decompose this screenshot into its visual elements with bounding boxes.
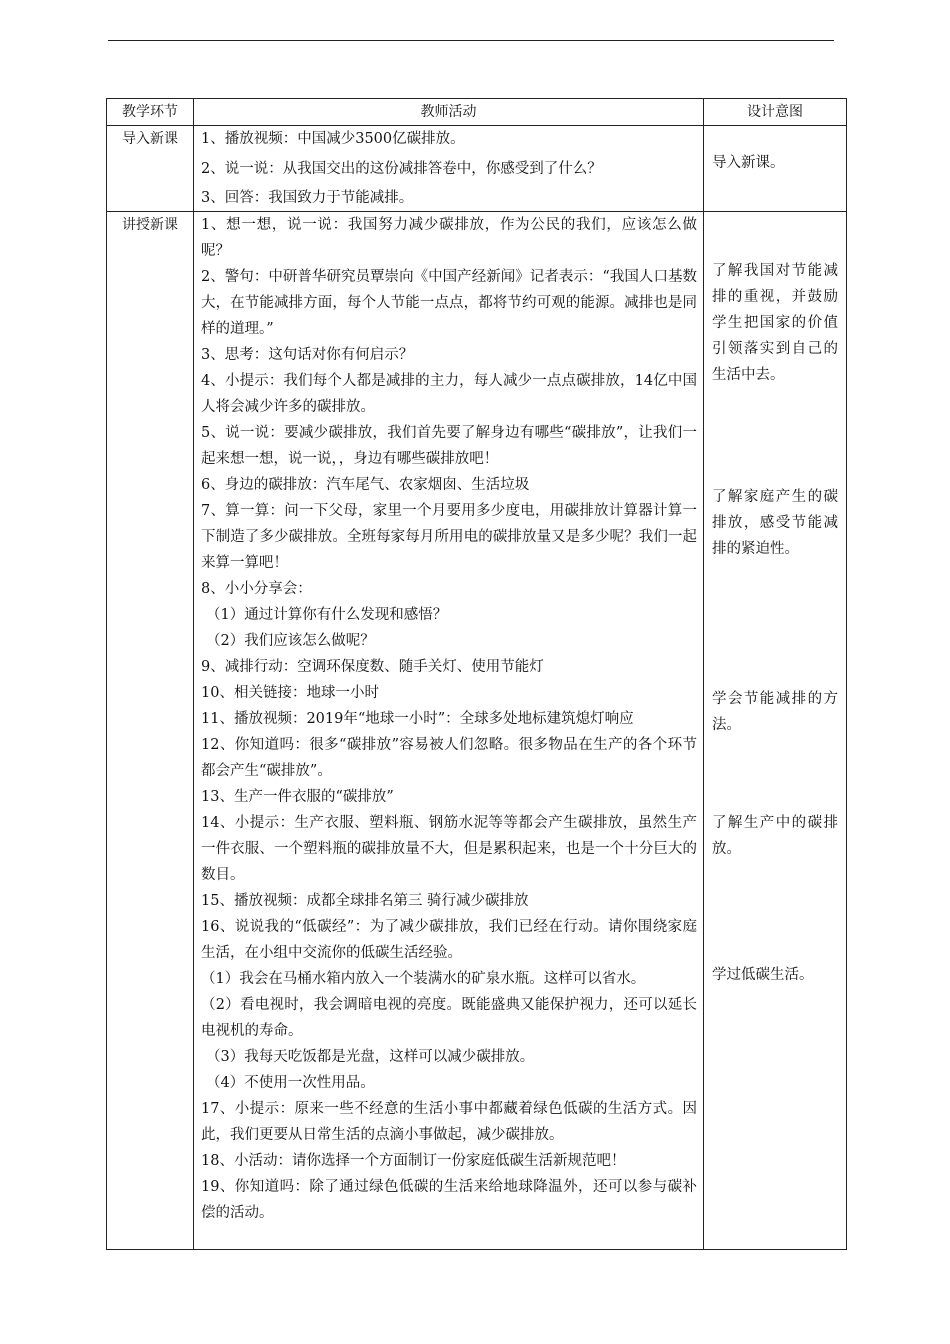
table-row [107,212,847,1250]
intent-text: 导入新课。 [712,155,785,171]
lesson-plan-table [106,98,847,1250]
header-teacher-activities: 教师活动 [194,99,704,126]
activity-item: 2、说一说：从我国交出的这份减排答卷中，你感受到了什么？ [201,161,602,177]
activities-cell [194,126,704,212]
activity-item: 7、算一算：问一下父母，家里一个月要用多少度电，用碳排放计算器计算一下制造了多少碳排放。全班每家每月所用电的碳排放量又是多少呢？我们一起来算一算吧！ [201,503,697,571]
intent-text: 学过低碳生活。 [712,967,814,983]
activity-item: 6、身边的碳排放：汽车尾气、农家烟囱、生活垃圾 [201,477,530,493]
activity-item: 18、小活动：请你选择一个方面制订一份家庭低碳生活新规范吧！ [201,1153,626,1169]
activities-cell [194,212,704,1250]
intent-text: 学会节能减排的方法。 [712,691,838,733]
header-stage: 教学环节 [107,99,194,126]
table-header-row [107,99,847,126]
header-design-intent: 设计意图 [704,99,847,126]
stage-cell: 导入新课 [107,126,194,212]
activity-item: （4）不使用一次性用品。 [206,1075,375,1091]
activity-item: （1）我会在马桶水箱内放入一个装满水的矿泉水瓶。这样可以省水。 [201,971,646,987]
intent-text: 了解生产中的碳排放。 [712,815,838,857]
activity-item: （2）我们应该怎么做呢？ [206,633,375,649]
stage-cell: 讲授新课 [107,212,194,1250]
activity-item: 5、说一说：要减少碳排放，我们首先要了解身边有哪些“碳排放”，让我们一起来想一想，说一说，，身边有哪些碳排放吧！ [201,425,697,467]
intent-text: 了解家庭产生的碳排放，感受节能减排的紧迫性。 [712,489,838,557]
activity-item: 4、小提示：我们每个人都是减排的主力，每人减少一点点碳排放，14亿中国人将会减少许多的碳排放。 [201,373,697,415]
table-row [107,126,847,212]
activity-item: 3、思考：这句话对你有何启示？ [201,347,414,363]
activity-item: （3）我每天吃饭都是光盘，这样可以减少碳排放。 [206,1049,535,1065]
activity-item: （2）看电视时，我会调暗电视的亮度。既能盛典又能保护视力，还可以延长电视机的寿命。 [201,997,697,1039]
activity-item: （1）通过计算你有什么发现和感悟？ [206,607,448,623]
activity-item: 1、播放视频：中国减少3500亿碳排放。 [201,131,465,147]
intent-cell [704,212,847,1250]
activity-item: 19、你知道吗：除了通过绿色低碳的生活来给地球降温外，还可以参与碳补偿的活动。 [201,1179,697,1221]
intent-cell [704,126,847,212]
activity-item: 11、播放视频：2019年“地球一小时”：全球多处地标建筑熄灯响应 [201,711,634,727]
page-header-rule [108,40,834,41]
activity-item: 10、相关链接：地球一小时 [201,685,379,701]
activity-item: 17、小提示：原来一些不经意的生活小事中都藏着绿色低碳的生活方式。因此，我们更要从日常生活的点滴小事做起，减少碳排放。 [201,1101,697,1143]
activity-item: 15、播放视频：成都全球排名第三 骑行减少碳排放 [201,893,529,909]
activity-item: 3、回答：我国致力于节能减排。 [201,190,414,206]
activity-item: 13、生产一件衣服的“碳排放” [201,789,394,805]
activity-item: 1、想一想，说一说：我国努力减少碳排放，作为公民的我们，应该怎么做呢？ [201,217,697,259]
activity-item: 9、减排行动：空调环保度数、随手关灯、使用节能灯 [201,659,544,675]
activity-item: 8、小小分享会： [201,581,312,597]
activity-item: 2、警句：中研普华研究员覃崇向《中国产经新闻》记者表示：“我国人口基数大，在节能减排方面，每个人节能一点点，都将节约可观的能源。减排也是同样的道理。” [201,269,697,337]
activity-item: 12、你知道吗：很多“碳排放”容易被人们忽略。很多物品在生产的各个环节都会产生“碳排放”。 [201,737,697,779]
activity-item: 14、小提示：生产衣服、塑料瓶、钢筋水泥等等都会产生碳排放，虽然生产一件衣服、一个塑料瓶的碳排放量不大，但是累积起来，也是一个十分巨大的数目。 [201,815,697,883]
intent-text: 了解我国对节能减排的重视，并鼓励学生把国家的价值引领落实到自己的生活中去。 [712,263,838,383]
activity-item: 16、说说我的“低碳经”：为了减少碳排放，我们已经在行动。请你围绕家庭生活，在小组中交流你的低碳生活经验。 [201,919,697,961]
